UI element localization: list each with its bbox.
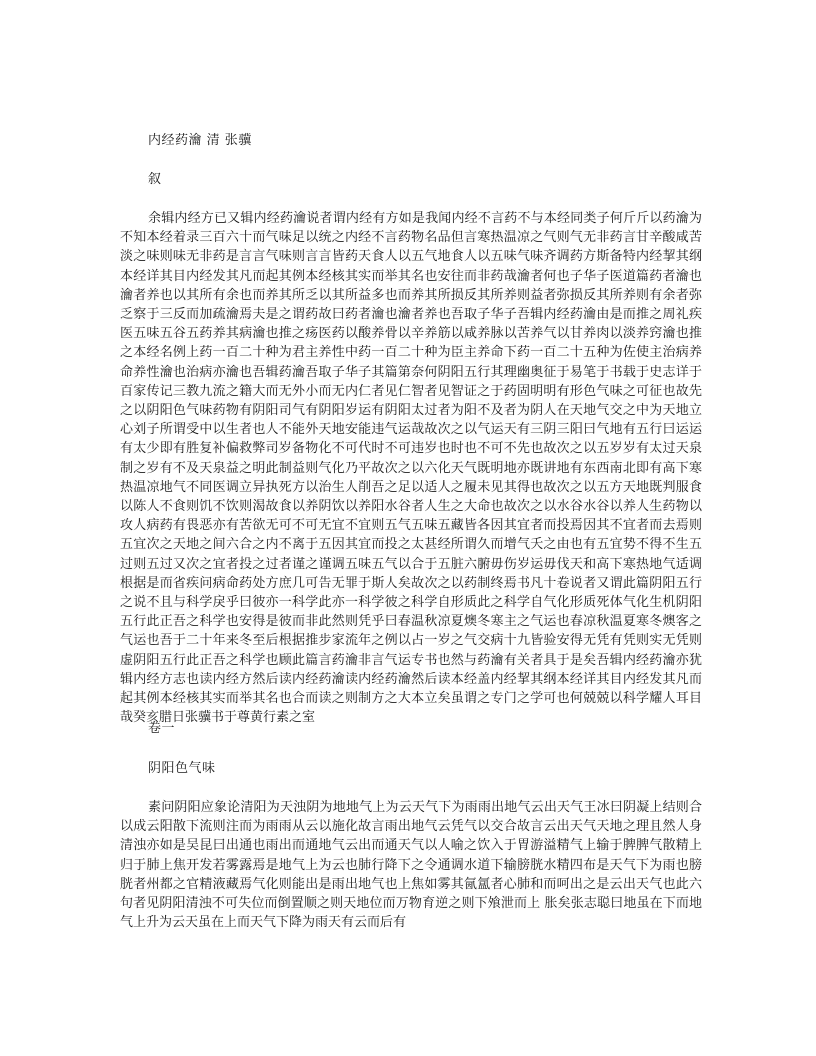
- preface-heading: 叙: [148, 172, 162, 187]
- document-title: 内经药瀹 清 张骥: [148, 133, 252, 148]
- section-heading: 阴阳色气味: [148, 761, 216, 776]
- body-paragraph: 素问阴阳应象论清阳为天浊阴为地地气上为云天气下为雨雨出地气云出天气王冰曰阴凝上结则合以成云阳散下流则注而为雨雨从云以施化故言雨出地气云凭气以交合故言云出天气天地之理且然人身清浊亦如是吴昆曰出通也雨出而通地气云出而通天气以人喻之饮入于胃游溢精气上输于脾脾气散精上归于肺上焦开发若雾露焉是地气上为云也肺行降下之令通调水道下输膀胱水精四布是天气下为雨也膀胱者州都之官精液藏焉气化则能出是雨出地气也上焦如雾其氤氲者心肺和而呵出之是云出天气也此六句者见阴阳清浊不可失位而倒置顺之则天地位而万物育逆之则下飧泄而上 胀矣张志聪曰地虽在下而地气上升为云天虽在上而天气下降为雨天有云而后有: [120, 800, 702, 931]
- volume-heading: 卷一: [148, 721, 176, 736]
- preface-paragraph: 余辑内经方已又辑内经药瀹说者谓内经有方如是我闻内经不言药不与本经同类子何斤斤以药瀹为不知本经着录三百六十而气味足以统之内经不言药物名品但言寒热温凉之气则气无非药言甘辛酸咸苦淡之味则味无非药是言言气味则言言皆药天食人以五气地食人以五味气味齐调药方斯备特内经挈其纲本经详其目内经发其凡而起其例本经核其实而举其名也安往而非药哉瀹者何也子华子医道篇药者瀹也瀹者养也以其所有余也而养其所乏以其所益多也而养其所损反其所养则益者弥损反其所养则有余者弥乏察于三反而加疏瀹焉夫是之谓药故曰药者瀹也瀹者养也吾取子华子吾辑内经药瀹由是而推之周礼疾医五味五谷五药养其病瀹也推之疡医药以酸养骨以辛养筋以咸养脉以苦养气以甘养肉以淡养窍瀹也推之本经名例上药一百二十种为君主养性中药一百二十种为臣主养命下药一百二十五种为佐使主治病养命养性瀹也治病亦瀹也吾辑药瀹吾取子华子其篇第奈何阴阳五行其理幽奥征于易笔于书载于史志详于百家传记三教九流之籍大而无外小而无内仁者见仁智者见智证之于药固明明有形色气味之可征也故先之以阴阳色气味药物有阴阳司气有阴阳岁运有阴阳太过者为阳不及者为阴人在天地气交之中为天地立心刘子所谓受中以生者也人不能外天地安能违气运哉故次之以气运天有三阴三阳曰气地有五行曰运运有太少即有胜复补偏救弊司岁备物化不可代时不可违岁也时也不可不先也故次之以五岁岁有太过天泉制之岁有不及天泉益之明此制益则气化乃平故次之以六化天气既明地亦既讲地有东西南北即有高下寒热温凉地气不同医调立异执死方以治生人削吾之足以适人之履未见其得也故次之以五方天地既判服食以陈人不食则饥不饮则渴故食以养阴饮以养阳水谷者人生之大命也故次之以水谷水谷以养人生药物以攻人病药有畏恶亦有苦欲无可不可无宜不宜则五气五味五藏皆各因其宜者而投焉因其不宜者而去焉则五宜次之天地之间六合之内不离于五因其宜而投之太甚经所谓久而增气夭之由也有五宜势不得不生五过则五过又次之宜者投之过者谨之谨调五味五气以合于五脏六腑毋伤岁运毋伐天和高下寒热地气适调根据是而省疾问病命药处方庶几可告无罪于斯人矣故次之以药制终焉书凡十卷说者又谓此篇阴阳五行之说不且与科学戾乎曰彼亦一科学此亦一科学彼之科学自形质此之科学自气化形质死体气化生机阴阳五行此正吾之科学也安得是彼而非此然则凭乎曰春温秋凉夏燠冬寒主之气运也春凉秋温夏寒冬燠客之气运也吾于二十年来冬至后根据推步家流年之例以占一岁之气交病十九皆验安得无凭有凭则实无凭则虚阴阳五行此正吾之科学也顾此篇言药瀹非言气运专书也然与药瀹有关者具于是矣吾辑内经药瀹亦犹辑内经方志也读内经方然后读内经药瀹读内经药瀹然后读本经盖内经挈其纲本经详其目内经发其凡而起其例本经核其实而举其名也合而读之则制方之大本立矣虽谓之专门之学可也何兢兢以科学耀人耳目哉癸亥腊日张骥书于尊黄行素之室: [120, 211, 702, 726]
